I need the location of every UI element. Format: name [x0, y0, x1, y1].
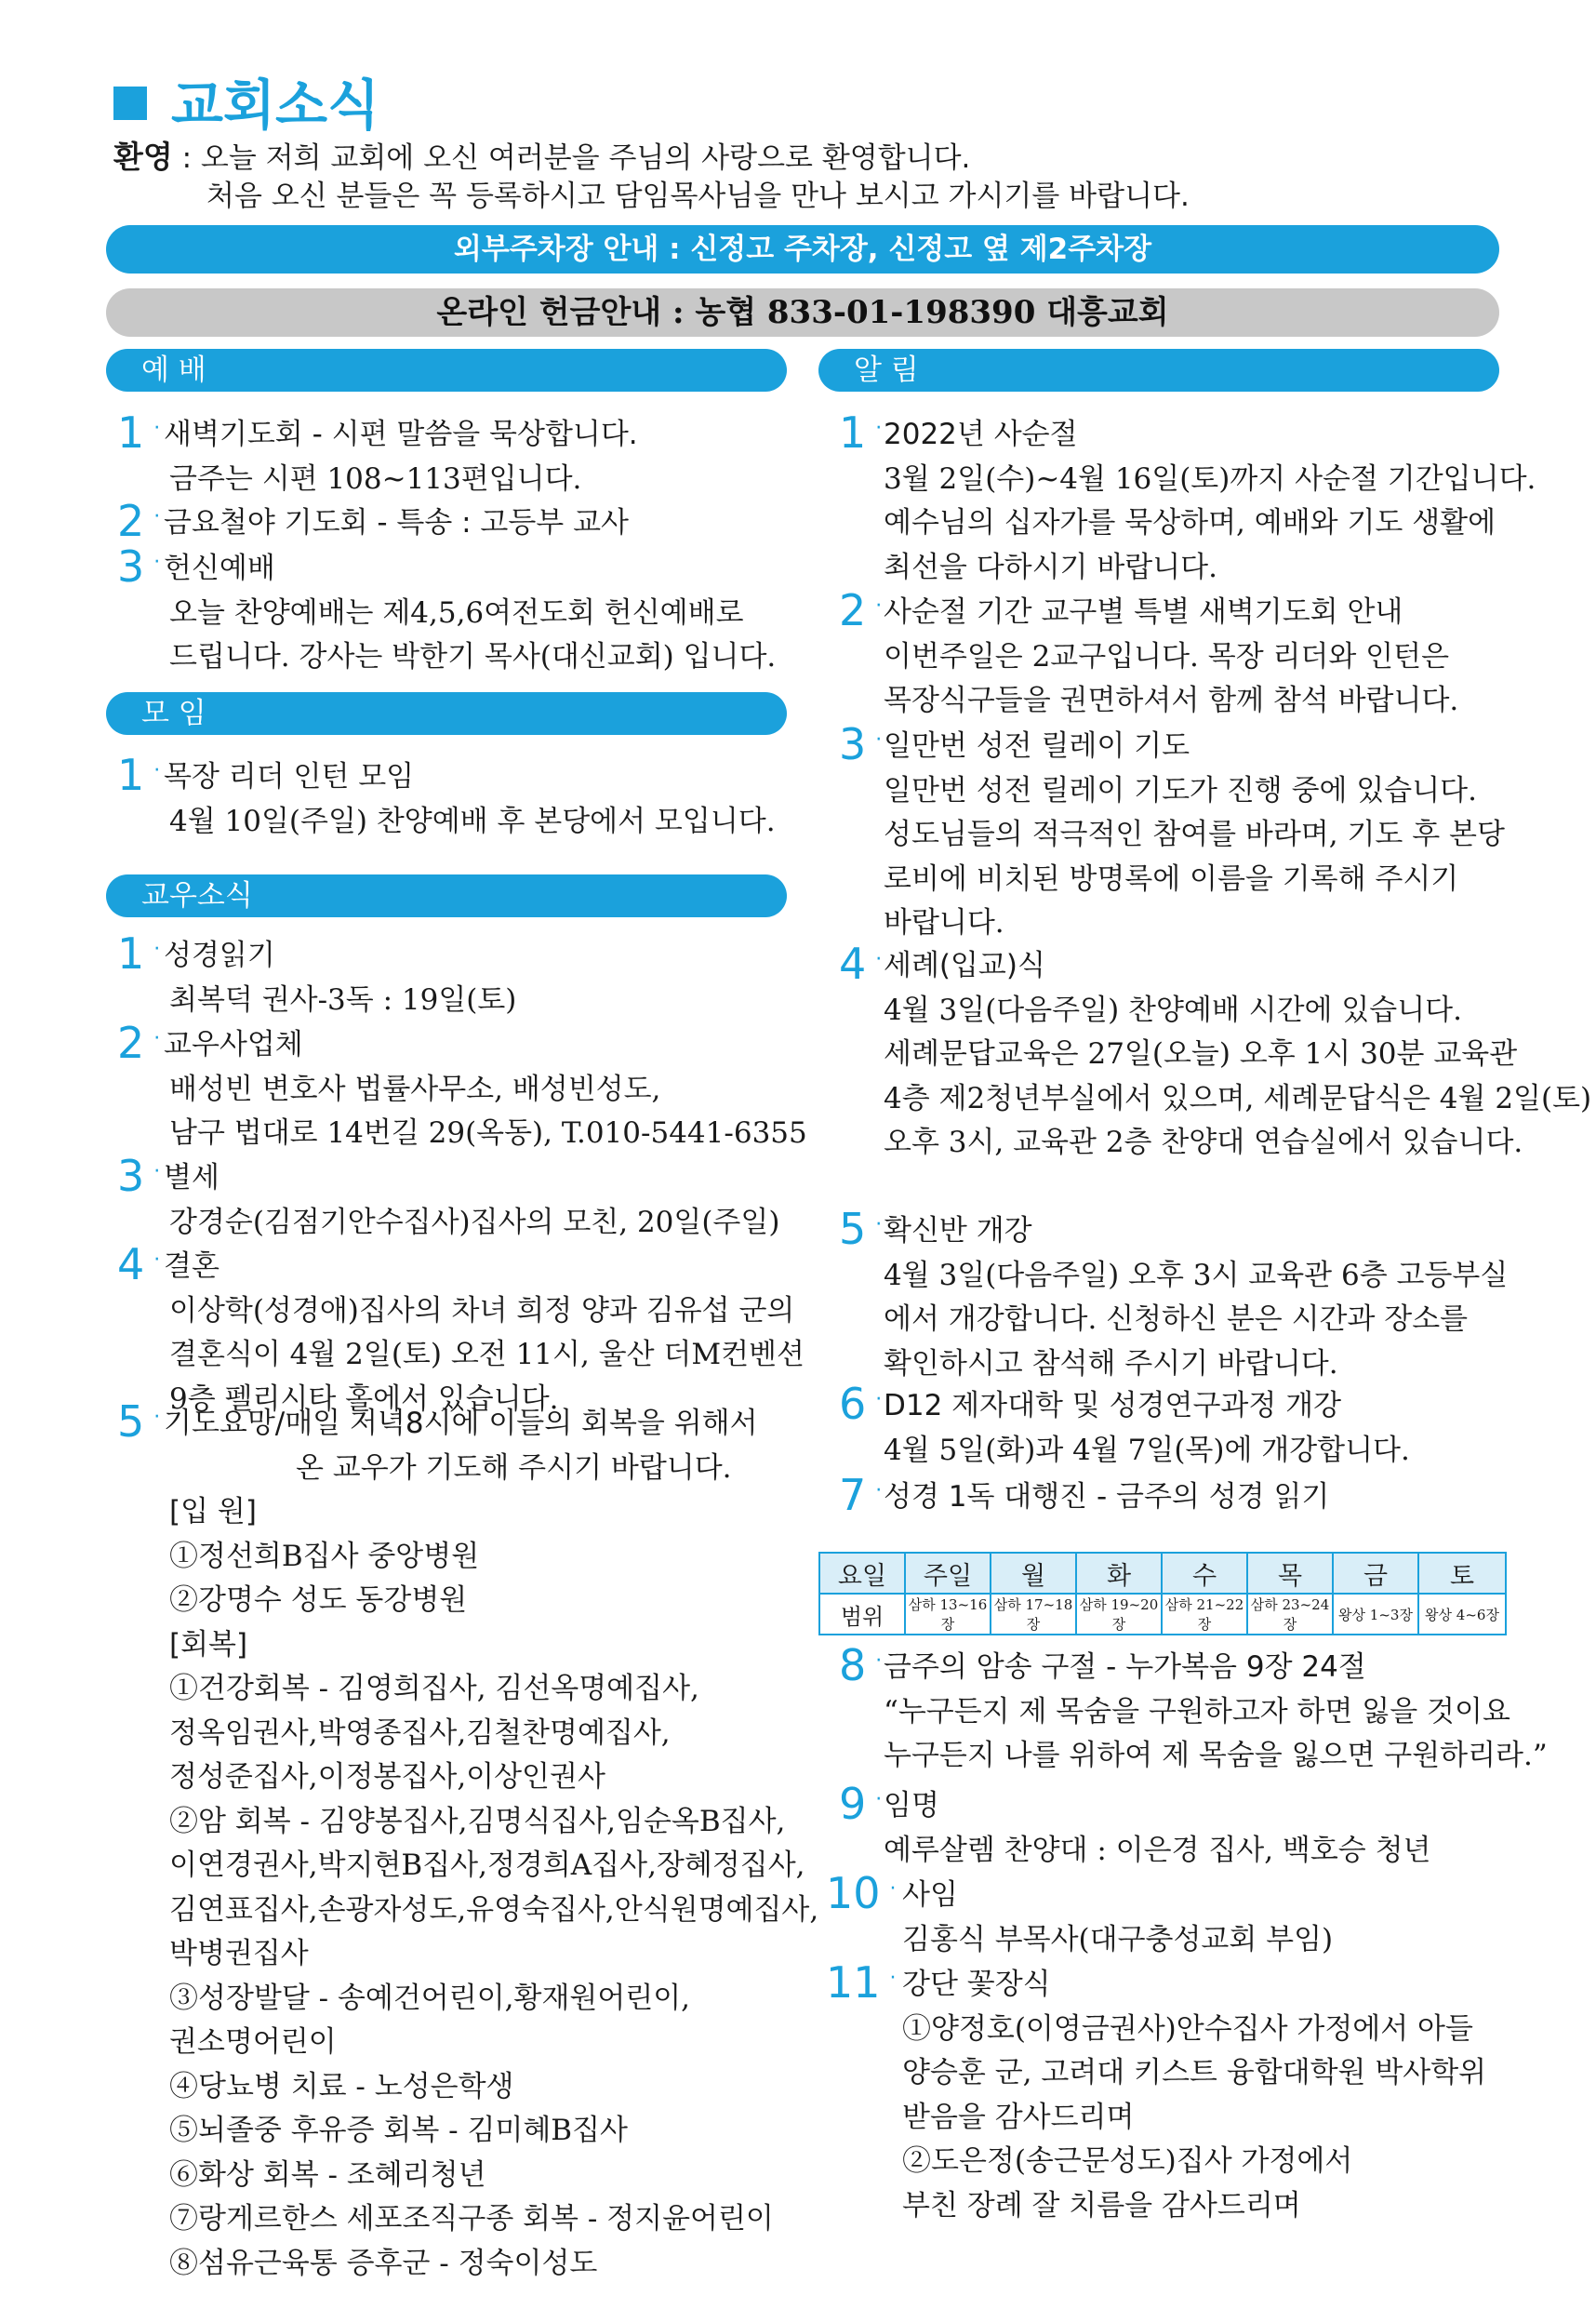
worship-item-title: 헌신예배 [164, 552, 275, 585]
table-range-cell: 삼하 13~16장 [905, 1594, 991, 1635]
table-header-cell: 토 [1418, 1553, 1506, 1594]
worship-item-num-3 [117, 541, 161, 592]
notice-item-num-9 [839, 1779, 883, 1829]
table-header-cell: 주일 [905, 1553, 991, 1594]
notice-item-line: 4월 3일(다음주일) 오후 3시 교육관 6층 고등부실 [884, 1258, 1509, 1292]
notice-item-title: 사임 [902, 1878, 958, 1912]
item-number: 1 [839, 407, 867, 458]
table-range-cell: 왕상 4~6장 [1418, 1594, 1506, 1635]
dot-icon: · [153, 1160, 161, 1183]
page-title: 교회소식 [113, 78, 379, 132]
notice-item-line: 최선을 다하시기 바랍니다. [884, 550, 1217, 584]
notice-item-num-5 [839, 1204, 883, 1254]
dot-icon: · [875, 1388, 883, 1411]
notice-item-line: 예수님의 십자가를 묵상하며, 예배와 기도 생활에 [884, 506, 1496, 540]
members-item-num-1 [117, 928, 161, 979]
item-number: 6 [839, 1379, 867, 1429]
members-item-num-2 [117, 1018, 161, 1068]
recovery-item: 정옥임권사,박영종집사,김철찬명예집사, [169, 1715, 671, 1750]
notice-item-line: 예루살렘 찬양대 : 이은경 집사, 백호승 청년 [884, 1833, 1431, 1867]
dot-icon: · [889, 1967, 897, 1990]
notice-item-line: 받음을 감사드리며 [902, 2100, 1135, 2134]
item-number: 9 [839, 1779, 867, 1829]
recovery-item: 정성준집사,이정봉집사,이상인권사 [169, 1760, 605, 1794]
dot-icon: · [875, 1479, 883, 1502]
notice-item-title: 2022년 사순절 [884, 418, 1078, 451]
item-number: 4 [839, 939, 867, 989]
notice-item-title: 금주의 암송 구절 - 누가복음 9장 24절 [884, 1650, 1366, 1684]
members-item-num-5 [117, 1396, 161, 1447]
notice-item-line: 세례문답교육은 27일(오늘) 오후 1시 30분 교육관 [884, 1037, 1518, 1071]
notice-item-line: 에서 개강합니다. 신청하신 분은 시간과 장소를 [884, 1302, 1469, 1336]
notice-item-num-11 [826, 1957, 897, 2008]
dot-icon: · [875, 1788, 883, 1811]
section-meeting: 모 임 [106, 692, 787, 735]
notice-item-num-4 [839, 939, 883, 989]
recovery-item: 이연경권사,박지현B집사,정경희A집사,장혜정집사, [169, 1849, 805, 1882]
table-header-cell: 화 [1076, 1553, 1162, 1594]
recovery-item: ④당뇨병 치료 - 노성은학생 [169, 2069, 514, 2103]
item-number: 8 [839, 1640, 867, 1690]
item-number: 3 [117, 1151, 145, 1201]
meeting-item-line: 4월 10일(주일) 찬양예배 후 본당에서 모입니다. [169, 804, 776, 838]
item-number: 2 [117, 1018, 145, 1068]
notice-item-title: 일만번 성전 릴레이 기도 [884, 729, 1190, 763]
members-item-line: 이상학(성경애)집사의 차녀 희정 양과 김유섭 군의 [169, 1293, 795, 1328]
notice-item-title: 확신반 개강 [884, 1214, 1032, 1248]
notice-item-line: 부친 장례 잘 치름을 감사드리며 [902, 2188, 1301, 2222]
dot-icon: · [153, 1406, 161, 1429]
recovery-item: 권소명어린이 [169, 2025, 337, 2059]
dot-icon: · [875, 417, 883, 440]
hospital-label: [입 원] [169, 1495, 257, 1528]
dot-icon: · [875, 1213, 883, 1236]
recovery-item: ⑥화상 회복 - 조혜리청년 [169, 2157, 486, 2192]
members-item-title: 교우사업체 [164, 1028, 303, 1061]
table-header-cell: 목 [1247, 1553, 1333, 1594]
dot-icon: · [153, 759, 161, 782]
notice-item-line: 목장식구들을 권면하셔서 함께 참석 바랍니다. [884, 684, 1459, 717]
item-number: 3 [839, 719, 867, 769]
notice-item-line: ①양정호(이영금권사)안수집사 가정에서 아들 [902, 2011, 1473, 2046]
notice-item-line: 누구든지 나를 위하여 제 목숨을 잃으면 구원하리라.” [884, 1739, 1548, 1772]
section-members: 교우소식 [106, 874, 787, 917]
item-number: 1 [117, 750, 145, 800]
members-item-title: 성경읽기 [164, 939, 275, 972]
members-item-num-3 [117, 1151, 161, 1201]
item-number: 7 [839, 1470, 867, 1520]
section-worship: 예 배 [106, 349, 787, 392]
offering-banner: 온라인 헌금안내 : 농협 833-01-198390 대흥교회 [106, 288, 1499, 337]
notice-item-line: 일만번 성전 릴레이 기도가 진행 중에 있습니다. [884, 773, 1477, 807]
item-number: 1 [117, 407, 145, 458]
notice-item-line: 김홍식 부목사(대구충성교회 부임) [902, 1922, 1334, 1956]
members-item-line: 결혼식이 4월 2일(토) 오전 11시, 울산 더M컨벤션 [169, 1338, 805, 1371]
worship-item-title: 새벽기도회 - 시편 말씀을 묵상합니다. [164, 418, 638, 451]
members-item-num-4 [117, 1239, 161, 1289]
table-header-cell: 금 [1333, 1553, 1418, 1594]
worship-item-line: 드립니다. 강사는 박한기 목사(대신교회) 입니다. [169, 640, 777, 674]
recovery-item: 김연표집사,손광자성도,유영숙집사,안식원명예집사, [169, 1892, 819, 1927]
dot-icon: · [153, 1027, 161, 1050]
notice-item-line: 4층 제2청년부실에서 있으며, 세례문답식은 4월 2일(토) [884, 1081, 1592, 1115]
table-range-row [819, 1594, 1506, 1635]
recovery-item: ⑦랑게르한스 세포조직구종 회복 - 정지윤어린이 [169, 2202, 774, 2236]
worship-item-line: 금주는 시편 108~113편입니다. [169, 461, 582, 496]
notice-item-line: 오후 3시, 교육관 2층 찬양대 연습실에서 있습니다. [884, 1126, 1523, 1159]
item-number: 4 [117, 1239, 145, 1289]
item-number: 10 [826, 1868, 881, 1918]
dot-icon: · [875, 1649, 883, 1673]
item-number: 1 [117, 928, 145, 979]
notice-item-title: D12 제자대학 및 성경연구과정 개강 [884, 1389, 1342, 1422]
welcome-line-1: 환영 : 오늘 저희 교회에 오신 여러분을 주님의 사랑으로 환영합니다. [113, 139, 971, 175]
notice-item-line: 성도님들의 적극적인 참여를 바라며, 기도 후 본당 [884, 818, 1505, 851]
notice-item-line: 로비에 비치된 방명록에 이름을 기록해 주시기 [884, 861, 1459, 896]
members-item-line: 강경순(김점기안수집사)집사의 모친, 20일(주일) [169, 1205, 780, 1239]
notice-item-title: 사순절 기간 교구별 특별 새벽기도회 안내 [884, 595, 1403, 629]
table-range-cell: 삼하 19~20장 [1076, 1594, 1162, 1635]
notice-item-num-7 [839, 1470, 883, 1520]
dot-icon: · [153, 417, 161, 440]
notice-item-line: 3월 2일(수)~4월 16일(토)까지 사순절 기간입니다. [884, 461, 1536, 496]
welcome-line-2: 처음 오신 분들은 꼭 등록하시고 담임목사님을 만나 보시고 가시기를 바랍니다. [206, 180, 1190, 213]
table-range-cell: 삼하 17~18장 [991, 1594, 1076, 1635]
parking-banner: 외부주차장 안내 : 신정고 주차장, 신정고 옆 제2주차장 [106, 225, 1499, 274]
notice-item-num-10 [826, 1868, 897, 1918]
dot-icon: · [153, 938, 161, 961]
dot-icon: · [889, 1877, 897, 1901]
notice-item-line: ②도은정(송근문성도)집사 가정에서 [902, 2144, 1353, 2178]
notice-item-line: 4월 5일(화)과 4월 7일(목)에 개강합니다. [884, 1433, 1410, 1467]
notice-item-num-2 [839, 585, 883, 635]
notice-item-line: “누구든지 제 목숨을 구원하고자 하면 잃을 것이요 [884, 1694, 1510, 1728]
item-number: 5 [839, 1204, 867, 1254]
recovery-item: ⑧섬유근육통 증후군 - 정숙이성도 [169, 2246, 598, 2280]
members-item-title: 별세 [164, 1161, 219, 1195]
table-range-cell: 왕상 1~3장 [1333, 1594, 1418, 1635]
recovery-item: ③성장발달 - 송예건어린이,황재원어린이, [169, 1981, 691, 2015]
worship-item-title: 금요철야 기도회 - 특송 : 고등부 교사 [164, 506, 629, 540]
dot-icon: · [875, 728, 883, 752]
table-range-cell: 범위 [819, 1594, 905, 1635]
hospital-item: ②강명수 성도 동강병원 [169, 1583, 468, 1617]
dot-icon: · [153, 505, 161, 528]
notice-item-line: 이번주일은 2교구입니다. 목장 리더와 인턴은 [884, 639, 1450, 674]
dot-icon: · [153, 551, 161, 574]
members-line: 온 교우가 기도해 주시기 바랍니다. [296, 1450, 732, 1485]
notice-item-line: 확인하시고 참석해 주시기 바랍니다. [884, 1346, 1338, 1381]
notice-item-title: 세례(입교)식 [884, 949, 1045, 982]
recovery-item: ①건강회복 - 김영희집사, 김선옥명예집사, [169, 1672, 699, 1705]
members-item-line: 9층 펠리시타 홀에서 있습니다. [169, 1381, 559, 1416]
dot-icon: · [153, 1248, 161, 1272]
notice-item-title: 강단 꽃장식 [902, 1968, 1051, 2001]
item-number: 2 [117, 496, 145, 546]
notice-item-line: 양승훈 군, 고려대 키스트 융합대학원 박사학위 [902, 2056, 1487, 2089]
item-number: 5 [117, 1396, 145, 1447]
notice-item-num-3 [839, 719, 883, 769]
table-range-cell: 삼하 21~22장 [1162, 1594, 1247, 1635]
notice-item-num-8 [839, 1640, 883, 1690]
item-number: 3 [117, 541, 145, 592]
meeting-item-title: 목장 리더 인턴 모임 [164, 760, 415, 794]
item-number: 2 [839, 585, 867, 635]
meeting-item-num-1 [117, 750, 161, 800]
square-bullet-icon [113, 87, 147, 120]
worship-item-line: 오늘 찬양예배는 제4,5,6여전도회 헌신예배로 [169, 595, 744, 630]
notice-item-title: 임명 [884, 1789, 939, 1822]
table-header-row [819, 1553, 1506, 1594]
dot-icon: · [875, 948, 883, 971]
item-number: 11 [826, 1957, 881, 2008]
notice-item-title: 성경 1독 대행진 - 금주의 성경 읽기 [884, 1480, 1330, 1514]
dot-icon: · [875, 594, 883, 618]
notice-item-line: 4월 3일(다음주일) 찬양예배 시간에 있습니다. [884, 993, 1462, 1027]
notice-item-line: 바랍니다. [884, 906, 1004, 940]
notice-item-num-6 [839, 1379, 883, 1429]
members-item-line: 배성빈 변호사 법률사무소, 배성빈성도, [169, 1072, 661, 1106]
recovery-item: ②암 회복 - 김양봉집사,김명식집사,임순옥B집사, [169, 1804, 786, 1838]
recovery-label: [회복] [169, 1627, 248, 1662]
notice-item-num-1 [839, 407, 883, 458]
members-item-line: 남구 법대로 14번길 29(옥동), T.010-5441-6355 [169, 1116, 807, 1150]
members-item-title: 기도요망/매일 저녁8시에 이들의 회복을 위해서 [164, 1407, 758, 1440]
members-item-title: 결혼 [164, 1249, 219, 1283]
bible-reading-table [818, 1552, 1507, 1635]
table-header-cell: 요일 [819, 1553, 905, 1594]
hospital-item: ①정선희B집사 중앙병원 [169, 1539, 480, 1573]
worship-item-num-1 [117, 407, 161, 458]
section-notice: 알 림 [818, 349, 1499, 392]
worship-item-num-2 [117, 496, 161, 546]
table-range-cell: 삼하 23~24장 [1247, 1594, 1333, 1635]
members-item-line: 최복덕 권사-3독 : 19일(토) [169, 982, 517, 1017]
recovery-item: ⑤뇌졸중 후유증 회복 - 김미혜B집사 [169, 2114, 628, 2147]
table-header-cell: 수 [1162, 1553, 1247, 1594]
recovery-item: 박병권집사 [169, 1937, 309, 1970]
table-header-cell: 월 [991, 1553, 1076, 1594]
